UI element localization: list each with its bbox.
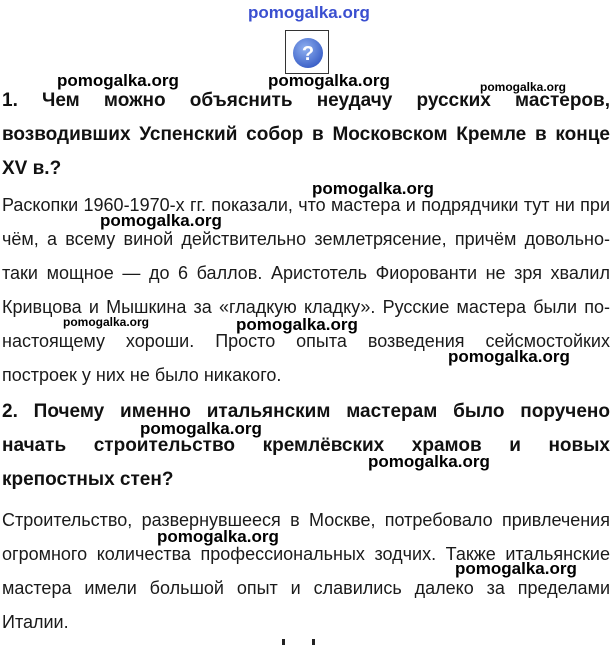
svg-text:?: ? — [301, 43, 315, 65]
answer-1: Раскопки 1960-1970-х гг. показали, что мастера и подрядчики тут ни при чём, а всему виной действительно землетрясение, причём довольно-таки мощное — до 6 баллов. Аристотель Фиорованти не зря хвалил Кривцова и Мышкина за «гладкую кладку». Русские мастера были по-настоящему хороши. Просто опыта возведения сейсмостойких построек у них не было никакого. — [2, 195, 610, 385]
watermark: pomogalka.org — [455, 559, 577, 578]
watermark: pomogalka.org — [268, 71, 390, 90]
watermark: pomogalka.org — [63, 315, 150, 329]
watermark-top[interactable]: pomogalka.org — [248, 3, 370, 22]
watermark: pomogalka.org — [100, 211, 222, 230]
help-button[interactable] — [285, 30, 329, 74]
question-circle-icon — [292, 37, 324, 69]
cut-off-text-fragment — [268, 636, 328, 645]
watermark: pomogalka.org — [480, 80, 567, 94]
question-1: 1. Чем можно объяснить неудачу русских мастеров, возводивших Успенский собор в Московском Кремле в конце XV в.? — [2, 90, 610, 179]
watermark: pomogalka.org — [57, 71, 179, 90]
watermark: pomogalka.org — [157, 527, 279, 546]
watermark: pomogalka.org — [368, 452, 490, 471]
watermark: pomogalka.org — [140, 419, 262, 438]
watermark: pomogalka.org — [236, 315, 358, 334]
watermark: pomogalka.org — [312, 179, 434, 198]
watermark: pomogalka.org — [448, 347, 570, 366]
question-2: 2. Почему именно итальянским мастерам было поручено начать строительство кремлёвских храмов и новых крепостных стен? — [2, 401, 610, 490]
answer-2: Строительство, развернувшееся в Москве, потребовало привлечения огромного количества профессиональных зодчих. Также итальянские мастера имели большой опыт и славились далеко за пределами Италии. — [2, 510, 610, 632]
